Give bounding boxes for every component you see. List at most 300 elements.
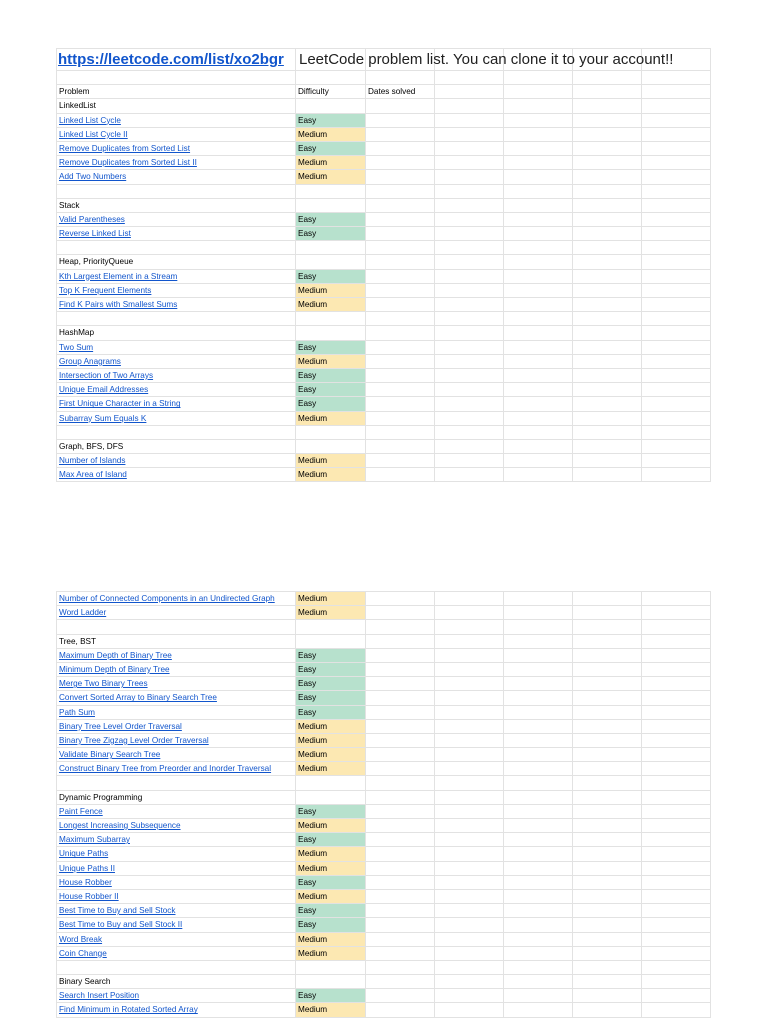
cell [366, 270, 435, 283]
cell [642, 876, 711, 889]
problem-link[interactable]: Kth Largest Element in a Stream [59, 271, 178, 281]
problem-link[interactable]: Group Anagrams [59, 356, 121, 366]
problem-link[interactable]: Remove Duplicates from Sorted List [59, 143, 191, 153]
problem-row [56, 468, 711, 482]
cell [296, 241, 366, 254]
cell [642, 706, 711, 719]
problem-link[interactable]: Construct Binary Tree from Preorder and Inorder Traversal [59, 764, 272, 774]
empty-row [56, 71, 711, 85]
cell [366, 99, 435, 112]
cell [504, 156, 573, 169]
problem-link[interactable]: Remove Duplicates from Sorted List II [59, 158, 197, 168]
problem-row [56, 606, 711, 620]
problem-link[interactable]: Search Insert Position [59, 991, 140, 1001]
cell [296, 426, 366, 439]
problem-link[interactable]: Merge Two Binary Trees [59, 679, 148, 689]
cell [573, 663, 642, 676]
cell [573, 975, 642, 988]
problem-link[interactable]: House Robber II [59, 891, 119, 901]
problem-row [56, 933, 711, 947]
column-header-problem: Problem [56, 85, 296, 98]
cell [435, 284, 504, 297]
cell [573, 933, 642, 946]
cell [435, 114, 504, 127]
cell [366, 114, 435, 127]
cell [573, 847, 642, 860]
problem-link[interactable]: Linked List Cycle II [59, 129, 128, 139]
cell [573, 762, 642, 775]
column-header-row [56, 85, 711, 99]
column-header-dates-solved: Dates solved [366, 85, 435, 98]
category-row [56, 975, 711, 989]
difficulty-badge: Easy [296, 904, 366, 917]
cell [642, 989, 711, 1002]
cell [366, 975, 435, 988]
cell [366, 847, 435, 860]
cell [435, 663, 504, 676]
difficulty-badge: Medium [296, 355, 366, 368]
difficulty-badge: Medium [296, 156, 366, 169]
problem-link[interactable]: Find Minimum in Rotated Sorted Array [59, 1005, 198, 1015]
cell [435, 819, 504, 832]
problem-link[interactable]: Number of Islands [59, 456, 126, 466]
cell [642, 734, 711, 747]
problem-link[interactable]: Top K Frequent Elements [59, 285, 152, 295]
problem-row [56, 369, 711, 383]
cell [573, 440, 642, 453]
problem-row [56, 805, 711, 819]
cell [504, 341, 573, 354]
cell [642, 833, 711, 846]
cell [573, 71, 642, 84]
cell [435, 355, 504, 368]
problem-link[interactable]: Word Break [59, 934, 103, 944]
cell [56, 862, 296, 875]
cell [573, 170, 642, 183]
cell [435, 677, 504, 690]
cell [56, 298, 296, 311]
cell [366, 142, 435, 155]
problem-row [56, 649, 711, 663]
cell [435, 947, 504, 960]
cell [296, 199, 366, 212]
cell [366, 606, 435, 619]
cell [504, 606, 573, 619]
cell [504, 284, 573, 297]
cell [435, 933, 504, 946]
cell [573, 876, 642, 889]
cell [573, 454, 642, 467]
cell [573, 776, 642, 789]
cell [366, 918, 435, 931]
cell [573, 185, 642, 198]
problem-link[interactable]: Two Sum [59, 342, 94, 352]
problem-row [56, 397, 711, 411]
category-label: Stack [56, 199, 296, 212]
cell [435, 156, 504, 169]
cell [296, 975, 366, 988]
cell [573, 369, 642, 382]
problem-link[interactable]: Unique Paths II [59, 863, 115, 873]
cell [366, 255, 435, 268]
cell [435, 635, 504, 648]
cell [573, 620, 642, 633]
cell [366, 468, 435, 481]
cell [366, 227, 435, 240]
difficulty-badge: Easy [296, 114, 366, 127]
cell [435, 383, 504, 396]
cell [366, 298, 435, 311]
cell [642, 412, 711, 425]
cell [366, 369, 435, 382]
problem-sheet-bottom [56, 591, 711, 1018]
cell [366, 961, 435, 974]
cell [504, 748, 573, 761]
blank-row [56, 241, 711, 255]
cell [504, 213, 573, 226]
cell [642, 185, 711, 198]
problem-link[interactable]: Binary Tree Level Order Traversal [59, 721, 182, 731]
header-note: LeetCode problem list. You can clone it to your account!! [299, 51, 674, 68]
difficulty-badge: Medium [296, 284, 366, 297]
cell [642, 142, 711, 155]
problem-link[interactable]: Best Time to Buy and Sell Stock II [59, 920, 183, 930]
problem-row [56, 918, 711, 932]
problem-row [56, 748, 711, 762]
problem-row [56, 847, 711, 861]
problem-row [56, 1003, 711, 1017]
problem-row [56, 142, 711, 156]
cell [296, 791, 366, 804]
cell [504, 369, 573, 382]
cell [504, 805, 573, 818]
cell [435, 748, 504, 761]
cell [504, 734, 573, 747]
cell [435, 862, 504, 875]
category-label: Tree, BST [56, 635, 296, 648]
problem-link[interactable]: Intersection of Two Arrays [59, 370, 154, 380]
cell [642, 128, 711, 141]
problem-link[interactable]: Add Two Numbers [59, 172, 127, 182]
cell [366, 1003, 435, 1016]
cell [366, 677, 435, 690]
cell [56, 71, 296, 84]
difficulty-badge: Easy [296, 691, 366, 704]
cell [504, 114, 573, 127]
problem-link[interactable]: Subarray Sum Equals K [59, 413, 147, 423]
cell [435, 341, 504, 354]
cell [504, 762, 573, 775]
cell [296, 440, 366, 453]
cell [642, 1003, 711, 1016]
cell [642, 677, 711, 690]
cell [642, 241, 711, 254]
difficulty-badge: Easy [296, 706, 366, 719]
cell [504, 677, 573, 690]
cell [366, 734, 435, 747]
cell [56, 355, 296, 368]
problem-row [56, 876, 711, 890]
problem-link[interactable]: Paint Fence [59, 806, 103, 816]
cell [504, 819, 573, 832]
cell [573, 99, 642, 112]
problem-link[interactable]: Best Time to Buy and Sell Stock [59, 906, 176, 916]
cell [366, 947, 435, 960]
cell [56, 961, 296, 974]
problem-link[interactable]: Reverse Linked List [59, 229, 131, 239]
problem-link[interactable]: Unique Paths [59, 849, 109, 859]
cell [504, 355, 573, 368]
cell [56, 762, 296, 775]
cell [642, 649, 711, 662]
cell [573, 312, 642, 325]
cell [366, 635, 435, 648]
cell [504, 890, 573, 903]
cell [573, 355, 642, 368]
cell [435, 706, 504, 719]
problem-row [56, 663, 711, 677]
category-row [56, 635, 711, 649]
cell [435, 454, 504, 467]
blank-row [56, 426, 711, 440]
cell [56, 213, 296, 226]
cell [642, 592, 711, 605]
problem-link[interactable]: Maximum Subarray [59, 835, 130, 845]
cell [504, 833, 573, 846]
category-row [56, 440, 711, 454]
problem-link[interactable]: Longest Increasing Subsequence [59, 821, 181, 830]
cell [56, 592, 296, 605]
cell [573, 635, 642, 648]
cell [366, 762, 435, 775]
cell [296, 326, 366, 339]
cell [366, 128, 435, 141]
cell [435, 776, 504, 789]
cell [504, 170, 573, 183]
cell [642, 762, 711, 775]
cell [366, 776, 435, 789]
cell [573, 128, 642, 141]
cell [435, 468, 504, 481]
difficulty-badge: Medium [296, 128, 366, 141]
cell [56, 369, 296, 382]
cell [573, 270, 642, 283]
cell [435, 606, 504, 619]
difficulty-badge: Easy [296, 383, 366, 396]
cell [435, 691, 504, 704]
cell [435, 199, 504, 212]
cell [56, 734, 296, 747]
problem-link[interactable]: Binary Tree Zigzag Level Order Traversal [59, 735, 209, 745]
cell [642, 904, 711, 917]
cell [435, 918, 504, 931]
problem-row [56, 156, 711, 170]
cell [366, 341, 435, 354]
cell [366, 326, 435, 339]
cell [366, 454, 435, 467]
problem-link[interactable]: Validate Binary Search Tree [59, 750, 161, 760]
problem-row [56, 989, 711, 1003]
cell [296, 961, 366, 974]
cell [504, 241, 573, 254]
difficulty-badge: Easy [296, 805, 366, 818]
problem-row [56, 454, 711, 468]
cell [435, 312, 504, 325]
cell [435, 734, 504, 747]
difficulty-badge: Easy [296, 833, 366, 846]
problem-link[interactable]: Linked List Cycle [59, 115, 121, 125]
cell [56, 805, 296, 818]
cell [435, 170, 504, 183]
cell [56, 819, 296, 832]
cell [366, 592, 435, 605]
problem-row [56, 114, 711, 128]
cell [504, 649, 573, 662]
cell [573, 649, 642, 662]
cell [642, 440, 711, 453]
cell [504, 426, 573, 439]
cell [573, 989, 642, 1002]
cell [366, 805, 435, 818]
problem-row [56, 734, 711, 748]
problem-link[interactable]: House Robber [59, 877, 112, 887]
cell [504, 99, 573, 112]
cell [642, 961, 711, 974]
cell [642, 298, 711, 311]
cell [642, 284, 711, 297]
problem-row [56, 383, 711, 397]
cell [435, 620, 504, 633]
cell [56, 649, 296, 662]
cell [435, 989, 504, 1002]
cell [435, 71, 504, 84]
cell [435, 904, 504, 917]
problem-link[interactable]: Unique Email Addresses [59, 385, 149, 395]
problem-link[interactable]: Maximum Depth of Binary Tree [59, 650, 172, 660]
cell [504, 71, 573, 84]
problem-link[interactable]: Coin Change [59, 948, 107, 958]
cell [573, 397, 642, 410]
cell [56, 270, 296, 283]
cell [642, 383, 711, 396]
difficulty-badge: Medium [296, 170, 366, 183]
difficulty-badge: Medium [296, 298, 366, 311]
cell [366, 185, 435, 198]
cell [56, 454, 296, 467]
cell [366, 933, 435, 946]
cell [504, 847, 573, 860]
cell [56, 776, 296, 789]
difficulty-badge: Medium [296, 1003, 366, 1016]
problem-link[interactable]: Minimum Depth of Binary Tree [59, 664, 170, 674]
cell [573, 85, 642, 98]
cell [366, 989, 435, 1002]
problem-link[interactable]: Number of Connected Components in an Undirected Graph [59, 594, 275, 603]
cell [573, 213, 642, 226]
difficulty-badge: Medium [296, 862, 366, 875]
problem-link[interactable]: Valid Parentheses [59, 214, 125, 224]
cell [56, 412, 296, 425]
cell [296, 99, 366, 112]
cell [573, 1003, 642, 1016]
problem-link[interactable]: Convert Sorted Array to Binary Search Tree [59, 693, 217, 703]
cell [435, 213, 504, 226]
cell [435, 890, 504, 903]
cell [56, 1003, 296, 1016]
cell [573, 199, 642, 212]
cell [296, 620, 366, 633]
cell [504, 947, 573, 960]
problem-link[interactable]: Max Area of Island [59, 470, 127, 480]
cell [56, 426, 296, 439]
cell [504, 876, 573, 889]
cell [573, 862, 642, 875]
cell [56, 691, 296, 704]
difficulty-badge: Medium [296, 734, 366, 747]
category-row [56, 199, 711, 213]
cell [573, 918, 642, 931]
problem-row [56, 341, 711, 355]
column-header-difficulty: Difficulty [296, 85, 366, 98]
cell [642, 326, 711, 339]
cell [573, 890, 642, 903]
leetcode-list-link[interactable]: https://leetcode.com/list/xo2bgr [58, 51, 284, 68]
problem-link[interactable]: Word Ladder [59, 608, 107, 618]
problem-row [56, 227, 711, 241]
cell [573, 227, 642, 240]
cell [642, 426, 711, 439]
cell [56, 128, 296, 141]
difficulty-badge: Easy [296, 663, 366, 676]
cell [56, 114, 296, 127]
problem-link[interactable]: Path Sum [59, 707, 95, 717]
cell [56, 468, 296, 481]
cell [573, 383, 642, 396]
cell [642, 199, 711, 212]
cell [366, 383, 435, 396]
problem-row [56, 890, 711, 904]
cell [573, 734, 642, 747]
difficulty-badge: Medium [296, 748, 366, 761]
cell [573, 156, 642, 169]
cell [366, 199, 435, 212]
cell [366, 355, 435, 368]
cell [573, 326, 642, 339]
cell [573, 255, 642, 268]
cell [642, 776, 711, 789]
cell [573, 677, 642, 690]
cell [642, 270, 711, 283]
cell [642, 255, 711, 268]
cell [435, 397, 504, 410]
cell [366, 440, 435, 453]
cell [366, 213, 435, 226]
cell [504, 326, 573, 339]
cell [366, 706, 435, 719]
difficulty-badge: Medium [296, 412, 366, 425]
cell [642, 918, 711, 931]
problem-link[interactable]: Find K Pairs with Smallest Sums [59, 300, 178, 309]
cell [642, 748, 711, 761]
cell [56, 947, 296, 960]
cell [642, 691, 711, 704]
category-label: Dynamic Programming [56, 791, 296, 804]
problem-link[interactable]: First Unique Character in a String [59, 399, 181, 409]
cell [573, 691, 642, 704]
cell [642, 805, 711, 818]
cell [56, 397, 296, 410]
category-label: Graph, BFS, DFS [56, 440, 296, 453]
